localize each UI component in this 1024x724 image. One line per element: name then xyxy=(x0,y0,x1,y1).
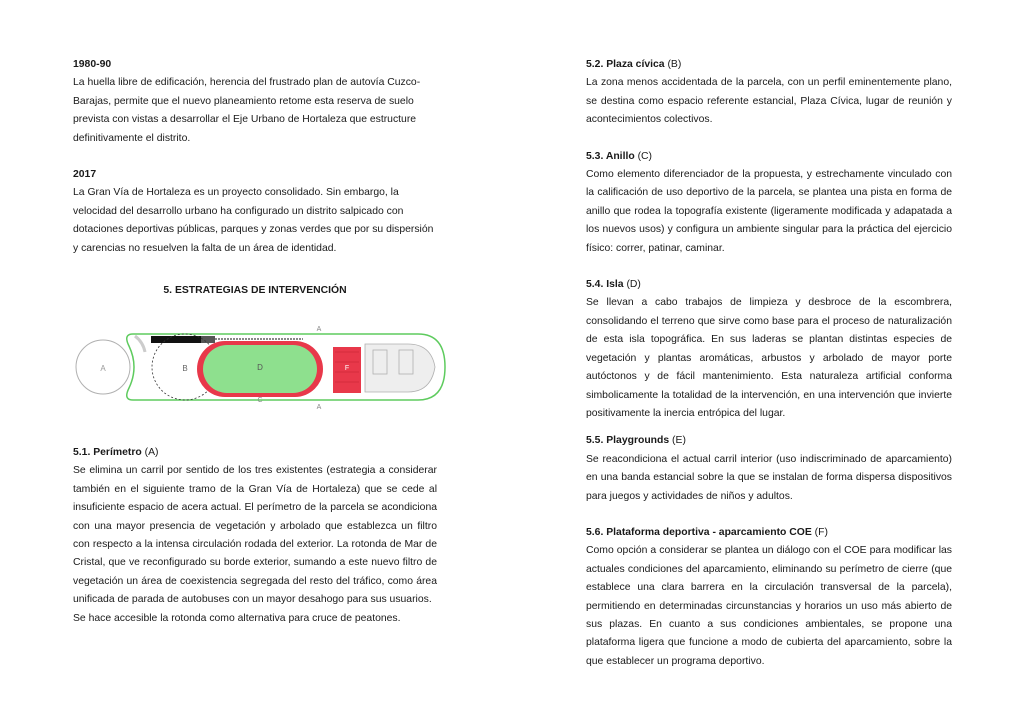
section-5-1 xyxy=(73,444,437,628)
paragraph-line: prevista con vistas a desarrollar el Eje Urbano de Hortaleza que estructure xyxy=(73,114,417,126)
label-a: A xyxy=(100,364,106,373)
section-body: Se elimina un carril por sentido de los tres existentes (estrategia a considerar también en el siguiente tramo de la Gran Vía de Hortaleza) que se cede al insuficiente espacio de acera actual. El perímetro de la parcela se acondiciona con una mayor presencia de vegetación y arbolado que establezca un filtro con respecto a la intensa circulación rodada del exterior. La rotonda de Mar de Cristal, que ve reconfigurado su borde exterior, sumando a este nuevo filtro de vegetación un área de coexistencia segregada del resto del tráfico, como área unificada de parada de autobuses con un mayor desahogo para sus usuarios. xyxy=(73,465,437,606)
year-2017: 2017 xyxy=(73,169,97,181)
right-column xyxy=(586,56,952,671)
paragraph-line: velocidad del desarrollo urbano ha configurado un distrito salpicado con xyxy=(73,205,404,217)
label-d: D xyxy=(257,363,263,372)
section-title: 5.5. Playgrounds (E) xyxy=(586,435,686,447)
year-1980-90: 1980-90 xyxy=(73,59,112,70)
paragraph-line: La Gran Vía de Hortaleza es un proyecto consolidado. Sin embargo, la xyxy=(73,187,399,199)
paragraph-line: definitivamente el distrito. xyxy=(73,132,191,144)
section-title: 5.1. Perímetro (A) xyxy=(73,447,159,458)
section-body-last: Se hace accesible la rotonda como alternativa para cruce de peatones. xyxy=(73,612,401,624)
label-f: F xyxy=(344,365,350,372)
paragraph-line: Barajas, permite que el nuevo planeamiento retome esta reserva de suelo xyxy=(73,95,414,107)
left-column xyxy=(73,56,437,300)
paragraph-line: y carencias no resuelven la falta de un área de identidad. xyxy=(73,242,337,254)
section-title: 5.4. Isla (D) xyxy=(586,279,641,291)
section-title: 5.2. Plaza cívica (B) xyxy=(586,59,682,70)
section-body: La zona menos accidentada de la parcela, con un perfil eminentemente plano, se destina como espacio referente estancial, Plaza Cívica, lugar de reunión y acontecimientos colectivos. xyxy=(586,77,952,126)
paragraph-line: La huella libre de edificación, herencia del frustrado plan de autovía Cuzco- xyxy=(73,77,421,89)
section-body: Como opción a considerar se plantea un diálogo con el COE para modificar las actuales condiciones del aparcamiento, eliminando su perímetro de cierre (que establece una clara barrera en la circulación transversal de la parcela), permitiendo en determinadas circunstancias y horarios un uso más abierto de sus plazas. En cuanto a sus condiciones ambientales, se propone una plataforma ligera que funcione a modo de cubierta del aparcamiento, sobre la que establecer un programa deportivo. xyxy=(586,545,952,667)
label-b: B xyxy=(182,364,188,373)
label-c: C xyxy=(257,397,263,404)
label-a-bottom: A xyxy=(316,404,322,411)
section-title: 5.6. Plataforma deportiva - aparcamiento COE (F) xyxy=(586,526,828,538)
section-body: Se llevan a cabo trabajos de limpieza y desbroce de la escombrera, consolidando el terreno que sirve como base para el proceso de naturalización de esta isla topográfica. En sus laderas se plantan distintas especies de vegetación y plantas aromáticas, arbustos y arbolado de mayor porte autóctonos y de fácil mantenimiento. Esta naturaleza artificial conforma simbolicamente la totalidad de la intervención, en una intervención que invierte positivamente la inercia entrópica del lugar. xyxy=(586,297,952,419)
paragraph-line: dotaciones deportivas públicas, parques y zonas verdes que por su dispersión xyxy=(73,224,434,236)
section-body: Se reacondiciona el actual carril interior (uso indiscriminado de aparcamiento) en una banda estancial sobre la que se instalan de forma dispersa dispositivos para juegos y actividades de niños y adultos. xyxy=(586,453,952,502)
section-body: Como elemento diferenciador de la propuesta, y estrechamente vinculado con la calificación de uso deportivo de la parcela, se plantea una pista en forma de anillo que rodea la topografía existente (ligeramente modificada y adapatada a los nuevos usos) y configura un ambiente singular para la práctica del ejercicio físico: correr, patinar, caminar. xyxy=(586,169,952,254)
section-title: 5.3. Anillo (C) xyxy=(586,150,653,162)
site-plan-diagram xyxy=(73,322,453,412)
section-heading: 5. ESTRATEGIAS DE INTERVENCIÓN xyxy=(163,285,347,297)
label-a-top: A xyxy=(316,326,322,333)
